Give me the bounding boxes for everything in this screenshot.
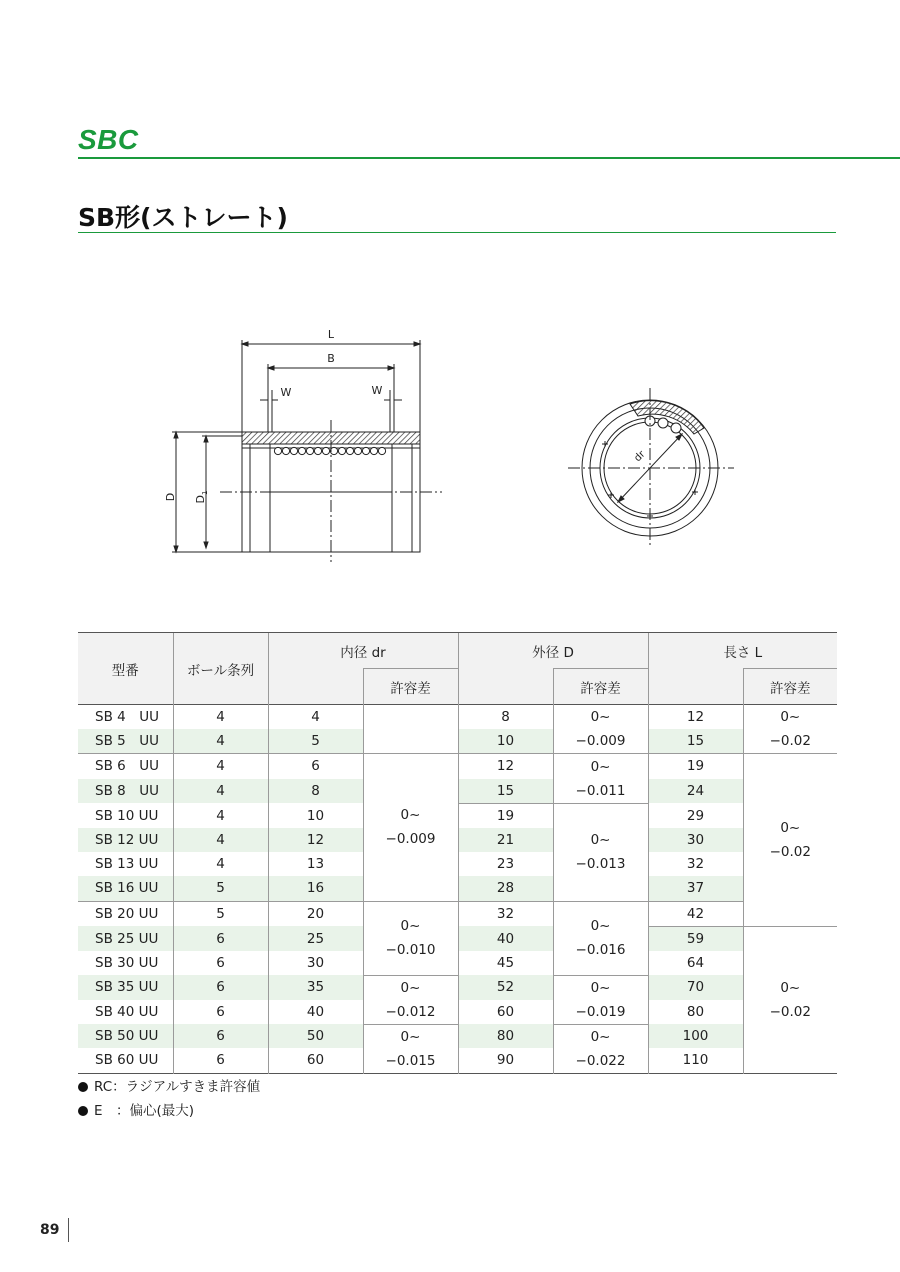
header-inner-diameter: 内径 dr bbox=[268, 633, 458, 669]
cell-L-tolerance: 0~ −0.02 bbox=[743, 926, 837, 1073]
cell-balls: 4 bbox=[173, 705, 268, 730]
cell-balls: 4 bbox=[173, 852, 268, 876]
cell-D: 8 bbox=[458, 705, 553, 730]
notes bbox=[78, 1075, 260, 1123]
table-row bbox=[78, 951, 837, 975]
table-row bbox=[78, 1048, 837, 1073]
header-ball-rows: ボール条列 bbox=[173, 633, 268, 705]
cell-model: SB 25 UU bbox=[78, 926, 173, 951]
dim-label-D1: $D_1$ bbox=[194, 490, 209, 504]
cell-D: 12 bbox=[458, 754, 553, 779]
cell-D-tolerance: 0~ −0.011 bbox=[553, 754, 648, 803]
cell-balls: 4 bbox=[173, 828, 268, 852]
cell-balls: 4 bbox=[173, 754, 268, 779]
cell-L: 12 bbox=[648, 705, 743, 730]
cell-D-tolerance: 0~ −0.013 bbox=[553, 803, 648, 901]
cell-balls: 4 bbox=[173, 729, 268, 754]
cell-dr-tolerance: 0~ −0.012 bbox=[363, 975, 458, 1024]
table-row bbox=[78, 705, 837, 730]
cell-model: SB 13 UU bbox=[95, 856, 159, 873]
table-row bbox=[78, 876, 837, 901]
cell-L: 37 bbox=[648, 876, 743, 901]
table-row bbox=[78, 754, 837, 779]
cell-dr: 20 bbox=[268, 901, 363, 926]
cell-dr: 6 bbox=[268, 754, 363, 779]
cell-model: SB 60 UU bbox=[95, 1052, 159, 1069]
cell-dr-tolerance: 0~ −0.009 bbox=[363, 754, 458, 901]
dim-label-W-left: W bbox=[280, 386, 292, 399]
page-number: 89 bbox=[40, 1222, 60, 1238]
cell-D: 28 bbox=[458, 876, 553, 901]
cell-model: SB 12 UU bbox=[78, 828, 173, 852]
cell-D: 40 bbox=[458, 926, 553, 951]
cell-balls: 6 bbox=[173, 951, 268, 975]
table-row bbox=[78, 1024, 837, 1048]
note-e: E ：偏心(最大) bbox=[78, 1099, 260, 1123]
cell-dr-tolerance: 0~ −0.015 bbox=[363, 1024, 458, 1073]
header-model: 型番 bbox=[78, 633, 173, 705]
cell-model: SB 20 UU bbox=[78, 901, 173, 926]
dim-label-B: B bbox=[327, 352, 335, 365]
cell-model: SB 40 UU bbox=[95, 1003, 159, 1020]
cell-dr: 5 bbox=[268, 729, 363, 754]
page-number-rule bbox=[68, 1218, 69, 1242]
table-row bbox=[78, 779, 837, 804]
cell-dr: 8 bbox=[268, 779, 363, 804]
header-outer-diameter: 外径 D bbox=[458, 633, 648, 669]
cell-L-tolerance: 0~ −0.02 bbox=[743, 754, 837, 926]
table-row bbox=[78, 975, 837, 1000]
cell-L: 42 bbox=[648, 901, 743, 926]
cell-dr-tolerance-blank bbox=[363, 705, 458, 754]
cell-dr: 40 bbox=[268, 1000, 363, 1025]
cell-dr: 60 bbox=[268, 1048, 363, 1073]
cell-dr: 10 bbox=[268, 803, 363, 828]
cell-balls: 6 bbox=[173, 1048, 268, 1073]
cell-D: 60 bbox=[458, 1000, 553, 1025]
cell-balls: 4 bbox=[173, 803, 268, 828]
cell-L-tolerance: 0~ −0.02 bbox=[743, 705, 837, 754]
section-rule bbox=[78, 232, 836, 233]
cell-dr: 25 bbox=[268, 926, 363, 951]
dim-label-D: D bbox=[164, 492, 177, 502]
cell-model: SB 50 UU bbox=[78, 1024, 173, 1048]
spec-table bbox=[78, 632, 837, 1074]
cell-L: 24 bbox=[648, 779, 743, 804]
cell-dr-tolerance: 0~ −0.010 bbox=[363, 901, 458, 975]
table-row bbox=[78, 852, 837, 876]
brand-rule bbox=[78, 157, 900, 159]
section-title: SB形(ストレート) bbox=[78, 203, 288, 232]
table-row bbox=[78, 803, 837, 828]
header-inner-tolerance: 許容差 bbox=[363, 669, 458, 705]
bullet-icon bbox=[78, 1106, 88, 1116]
table-row bbox=[78, 729, 837, 754]
cell-balls: 6 bbox=[173, 975, 268, 1000]
cell-L: 30 bbox=[648, 828, 743, 852]
cell-model: SB 8 UU bbox=[78, 779, 173, 804]
note-rc: RC：ラジアルすきま許容値 bbox=[78, 1075, 260, 1099]
cell-model: SB 4 UU bbox=[95, 709, 159, 726]
front-view bbox=[568, 388, 734, 548]
cell-D: 80 bbox=[458, 1024, 553, 1048]
table-row bbox=[78, 926, 837, 951]
cell-balls: 6 bbox=[173, 1024, 268, 1048]
cell-D: 45 bbox=[458, 951, 553, 975]
cell-D-tolerance: 0~ −0.019 bbox=[553, 975, 648, 1024]
header-outer-value-blank bbox=[458, 669, 553, 705]
cell-L: 59 bbox=[648, 926, 743, 951]
table-row bbox=[78, 901, 837, 926]
cell-dr: 50 bbox=[268, 1024, 363, 1048]
cell-model: SB 35 UU bbox=[78, 975, 173, 1000]
dim-label-L: L bbox=[327, 328, 335, 341]
cell-L: 80 bbox=[648, 1000, 743, 1025]
cell-D-tolerance: 0~ −0.009 bbox=[553, 705, 648, 754]
cell-dr: 4 bbox=[268, 705, 363, 730]
cell-model: SB 10 UU bbox=[95, 807, 159, 824]
cell-L: 110 bbox=[648, 1048, 743, 1073]
cell-L: 70 bbox=[648, 975, 743, 1000]
cell-model: SB 16 UU bbox=[78, 876, 173, 901]
cell-L: 29 bbox=[648, 803, 743, 828]
cell-D-tolerance: 0~ −0.022 bbox=[553, 1024, 648, 1073]
cell-D: 52 bbox=[458, 975, 553, 1000]
cell-dr: 12 bbox=[268, 828, 363, 852]
cell-L: 32 bbox=[648, 852, 743, 876]
cell-dr: 30 bbox=[268, 951, 363, 975]
header-outer-tolerance: 許容差 bbox=[553, 669, 648, 705]
cell-model: SB 30 UU bbox=[95, 954, 159, 971]
cell-L: 100 bbox=[648, 1024, 743, 1048]
cell-balls: 5 bbox=[173, 901, 268, 926]
dim-label-dr: dr bbox=[632, 448, 648, 465]
cell-D: 23 bbox=[458, 852, 553, 876]
cell-balls: 4 bbox=[173, 779, 268, 804]
cell-dr: 13 bbox=[268, 852, 363, 876]
cell-D: 19 bbox=[458, 803, 553, 828]
table-row bbox=[78, 1000, 837, 1025]
header-length-value-blank bbox=[648, 669, 743, 705]
cell-D: 10 bbox=[458, 729, 553, 754]
header-length: 長さ L bbox=[648, 633, 837, 669]
cell-dr: 35 bbox=[268, 975, 363, 1000]
brand-logo-text: SBC bbox=[78, 124, 139, 155]
cell-balls: 5 bbox=[173, 876, 268, 901]
dim-label-W-right: W bbox=[371, 384, 383, 397]
cell-L: 19 bbox=[648, 754, 743, 779]
cell-L: 64 bbox=[648, 951, 743, 975]
cell-dr: 16 bbox=[268, 876, 363, 901]
bullet-icon bbox=[78, 1082, 88, 1092]
cell-D: 32 bbox=[458, 901, 553, 926]
cell-balls: 6 bbox=[173, 926, 268, 951]
cell-D: 15 bbox=[458, 779, 553, 804]
bushing-drawing bbox=[160, 320, 760, 570]
cell-D-tolerance: 0~ −0.016 bbox=[553, 901, 648, 975]
cell-D: 21 bbox=[458, 828, 553, 852]
cell-balls: 6 bbox=[173, 1000, 268, 1025]
cell-D: 90 bbox=[458, 1048, 553, 1073]
cell-model: SB 5 UU bbox=[78, 729, 173, 754]
cell-model: SB 6 UU bbox=[78, 754, 173, 779]
table-row bbox=[78, 828, 837, 852]
header-inner-value-blank bbox=[268, 669, 363, 705]
cell-L: 15 bbox=[648, 729, 743, 754]
header-length-tolerance: 許容差 bbox=[743, 669, 837, 705]
side-view bbox=[172, 340, 442, 562]
